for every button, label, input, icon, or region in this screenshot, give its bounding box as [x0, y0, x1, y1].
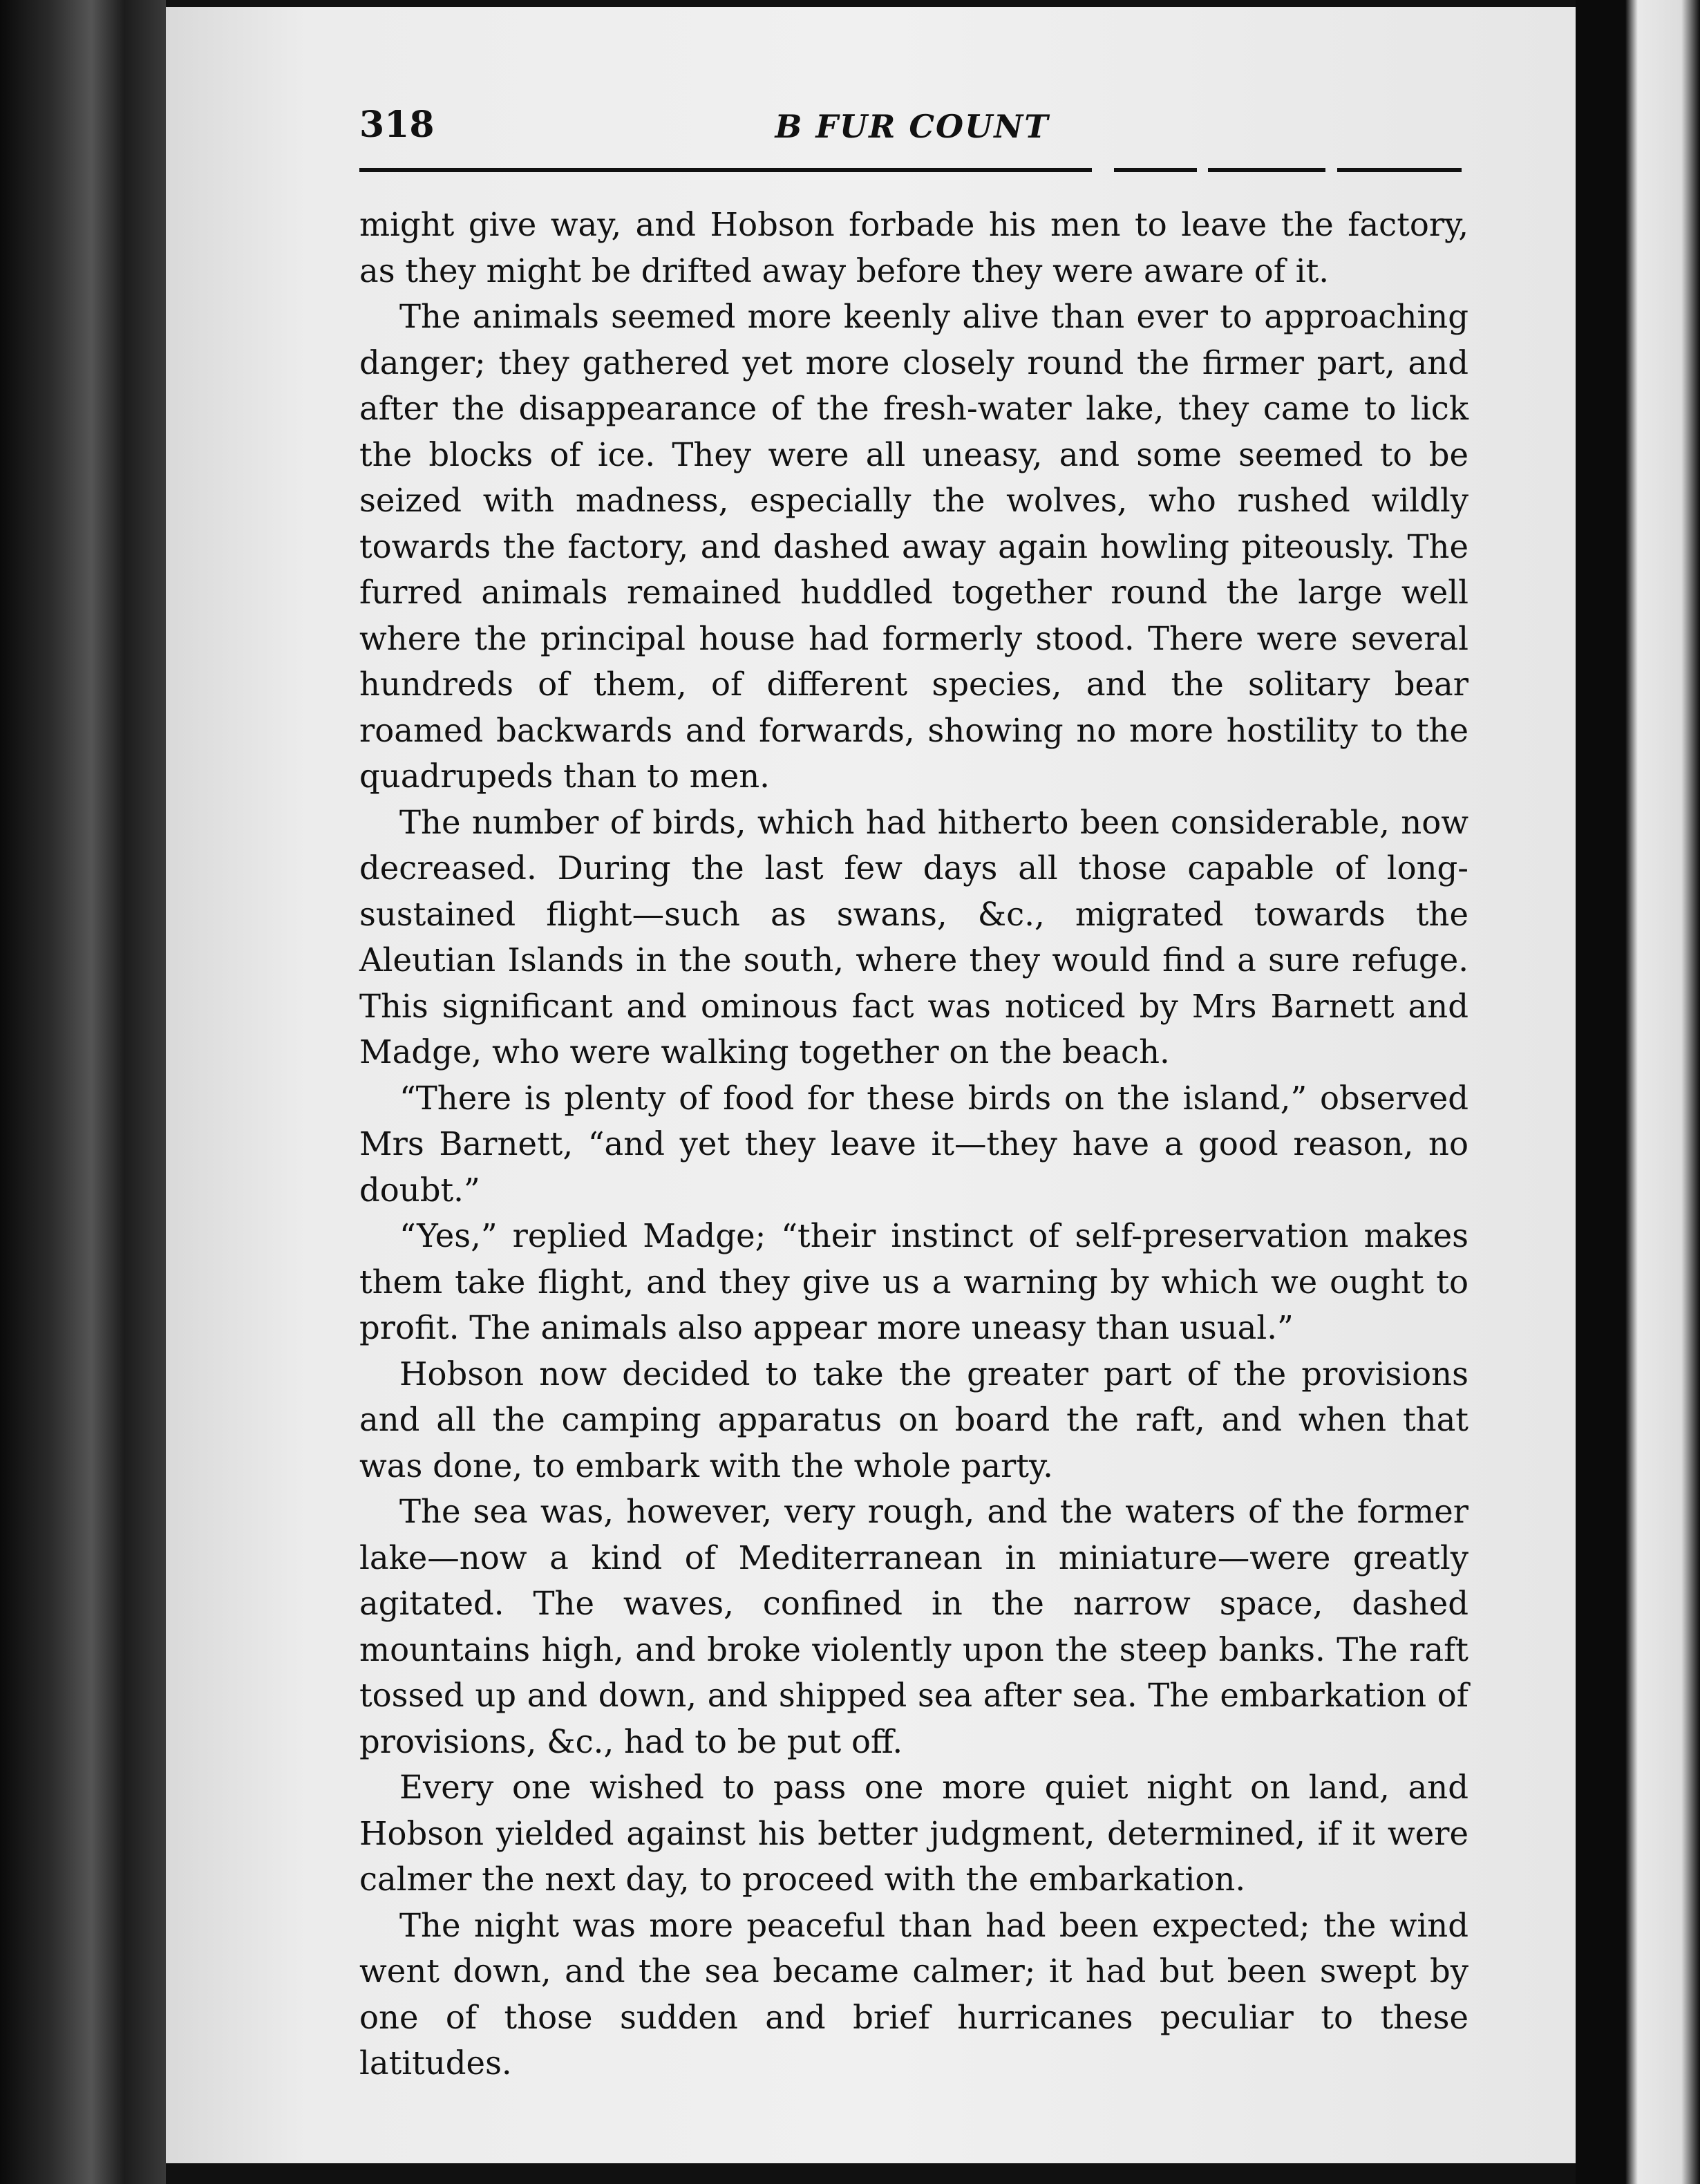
- paragraph: The number of birds, which had hitherto been considerable, now decreased. During the last few days all those capable of long-sustained flight—such as swans, &c., migrated towards the Aleutian Islands in the south, where they would find a sure refuge. This significant and ominous fact was noticed by Mrs Barnett and Madge, who were walking together on the beach.: [359, 803, 1468, 1071]
- paragraph: might give way, and Hobson forbade his men to leave the factory, as they might be drifted away before they were aware of it.: [359, 206, 1468, 290]
- header-rule: [1208, 168, 1325, 172]
- book-spine-edge: [0, 0, 166, 2184]
- paragraph: Every one wished to pass one more quiet night on land, and Hobson yielded against his better judgment, determined, if it were calmer the next day, to proceed with the embarkation.: [359, 1769, 1468, 1898]
- running-head: [359, 104, 1465, 152]
- header-rule: [1114, 168, 1197, 172]
- paragraph: Hobson now decided to take the greater part of the provisions and all the camping apparatus on board the raft, and when that was done, to embark with the whole party.: [359, 1355, 1468, 1485]
- running-title: B FUR COUNT: [775, 108, 1050, 145]
- next-page-edge: [1576, 0, 1700, 2184]
- paragraph: The sea was, however, very rough, and the waters of the former lake—now a kind of Mediterranean in miniature—were greatly agitated. The waves, confined in the narrow space, dashed mountains high, and broke violently upon the steep banks. The raft tossed up and down, and shipped sea after sea. The embarkation of provisions, &c., had to be put off.: [359, 1493, 1468, 1760]
- paragraph: The animals seemed more keenly alive than ever to approaching danger; they gathered yet more closely round the firmer part, and after the disappearance of the fresh-water lake, they came to lick the blocks of ice. They were all uneasy, and some seemed to be seized with madness, especially the wolves, who rushed wildly towards the factory, and dashed away again howling piteously. The furred animals remained huddled together round the large well where the principal house had formerly stood. There were several hundreds of them, of different species, and the solitary bear roamed backwards and forwards, showing no more hostility to the quadrupeds than to men.: [359, 298, 1468, 795]
- paragraph: “Yes,” replied Madge; “their instinct of self-preservation makes them take flight, and they give us a warning by which we ought to profit. The animals also appear more uneasy than usual.”: [359, 1217, 1468, 1346]
- header-rule: [1337, 168, 1462, 172]
- header-rule: [359, 168, 1092, 172]
- paragraph: “There is plenty of food for these birds on the island,” observed Mrs Barnett, “and yet they leave it—they have a good reason, no doubt.”: [359, 1079, 1468, 1209]
- body-text: [359, 202, 1468, 2087]
- paragraph: The night was more peaceful than had been expected; the wind went down, and the sea became calmer; it had but been swept by one of those sudden and brief hurricanes peculiar to these latitudes.: [359, 1906, 1468, 2082]
- page-number: 318: [359, 104, 435, 146]
